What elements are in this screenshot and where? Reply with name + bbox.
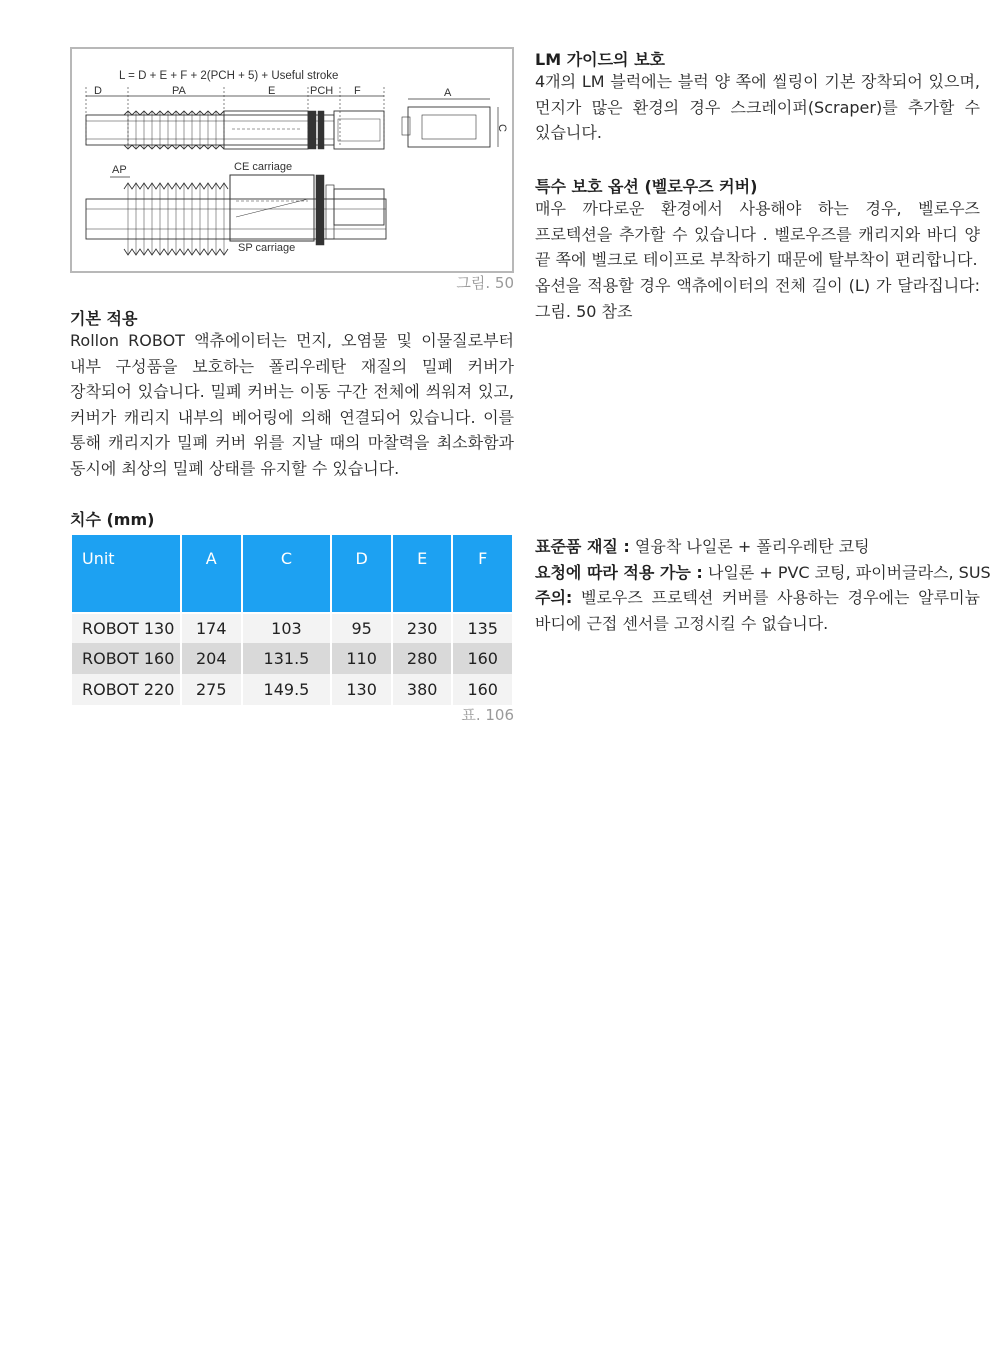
dim-d-label: D: [94, 85, 102, 97]
cell-e: 230: [393, 612, 452, 643]
formula-text: L = D + E + F + 2(PCH + 5) + Useful stroke: [119, 70, 339, 82]
caution-text: 벨로우즈 프로텍션 커버를 사용하는 경우에는 알루미늄 바디에 근접 센서를 고정시킬 수 없습니다.: [535, 588, 980, 633]
col-header-a: A: [182, 535, 241, 612]
col-header-unit: Unit: [72, 535, 180, 612]
lm-guide-text: 4개의 LM 블럭에는 블럭 양 쪽에 씰링이 기본 장착되어 있으며, 먼지가 많은 환경의 경우 스크레이퍼(Scraper)를 추가할 수 있습니다.: [535, 72, 980, 142]
cell-f: 160: [453, 643, 512, 674]
materials-block: [535, 534, 991, 636]
dimensions-table: [70, 535, 514, 705]
cell-a: 174: [182, 612, 241, 643]
cell-d: 130: [332, 674, 391, 705]
cell-e: 380: [393, 674, 452, 705]
dim-pch-label: PCH: [310, 85, 334, 97]
cell-model: ROBOT 130: [72, 612, 180, 643]
standard-material-line: [535, 534, 980, 560]
table-row: [72, 674, 512, 705]
table-row: [72, 643, 512, 674]
standard-material-value: 열융착 나일론 + 폴리우레탄 코팅: [629, 537, 870, 556]
table-header-row: [72, 535, 512, 612]
on-request-line: [535, 560, 991, 586]
basic-heading: 기본 적용: [70, 309, 138, 328]
col-header-f: F: [453, 535, 512, 612]
figure-caption: 그림. 50: [456, 274, 514, 292]
cell-a: 204: [182, 643, 241, 674]
dimensions-heading: 치수 (mm): [70, 510, 155, 529]
dim-e-label: E: [268, 85, 276, 97]
standard-material-label: 표준품 재질 :: [535, 537, 630, 556]
special-heading: 특수 보호 옵션 (벨로우즈 커버): [535, 177, 758, 196]
cell-f: 135: [453, 612, 512, 643]
col-header-e: E: [393, 535, 452, 612]
caution-label: 주의:: [535, 588, 573, 607]
bellows-figure: [70, 47, 514, 273]
bellows-drawing: [72, 49, 512, 271]
cell-c: 149.5: [243, 674, 331, 705]
cell-c: 103: [243, 612, 331, 643]
special-text-2: 옵션을 적용할 경우 액츄에이터의 전체 길이 (L) 가 달라집니다: 그림. 50 참조: [535, 276, 980, 321]
on-request-value: 나일론 + PVC 코팅, 파이버글라스, SUS: [702, 562, 991, 582]
sp-carriage-label: SP carriage: [238, 242, 296, 254]
table-row: [72, 612, 512, 643]
dim-ap-label: AP: [112, 164, 127, 176]
dim-pa-label: PA: [172, 85, 186, 97]
cell-d: 110: [332, 643, 391, 674]
dim-a-label: A: [444, 87, 452, 99]
col-header-d: D: [332, 535, 391, 612]
basic-text: Rollon ROBOT 액츄에이터는 먼지, 오염물 및 이물질로부터 내부 구성품을 보호하는 폴리우레탄 재질의 밀폐 커버가 장착되어 있습니다. 밀폐 커버는 이동 구간 전체에 씌워져 있고, 커버가 캐리지 내부의 베어링에 의해 연결되어 있습니다. 이를 통해 캐리지가 밀폐 커버 위를 지날 때의 마찰력을 최소화함과 동시에 최상의 밀폐 상태를 유지할 수 있습니다.: [70, 331, 514, 478]
cell-f: 160: [453, 674, 512, 705]
dim-f-label: F: [354, 85, 361, 97]
caution-note: [535, 585, 980, 636]
col-header-c: C: [243, 535, 331, 612]
ce-carriage-label: CE carriage: [234, 161, 293, 173]
cell-e: 280: [393, 643, 452, 674]
cell-a: 275: [182, 674, 241, 705]
cell-model: ROBOT 220: [72, 674, 180, 705]
table-caption: 표. 106: [461, 706, 514, 724]
on-request-label: 요청에 따라 적용 가능 :: [535, 562, 703, 582]
cell-d: 95: [332, 612, 391, 643]
special-text-1: 매우 까다로운 환경에서 사용해야 하는 경우, 벨로우즈 프로텍션을 추가할 수 있습니다 . 벨로우즈를 캐리지와 바디 양 끝 쪽에 벨크로 테이프로 부착하기 때문에 탈부착이 편리합니다.: [535, 199, 980, 269]
lm-guide-heading: LM 가이드의 보호: [535, 50, 665, 69]
cell-c: 131.5: [243, 643, 331, 674]
dim-c-label: C: [496, 124, 508, 132]
cell-model: ROBOT 160: [72, 643, 180, 674]
